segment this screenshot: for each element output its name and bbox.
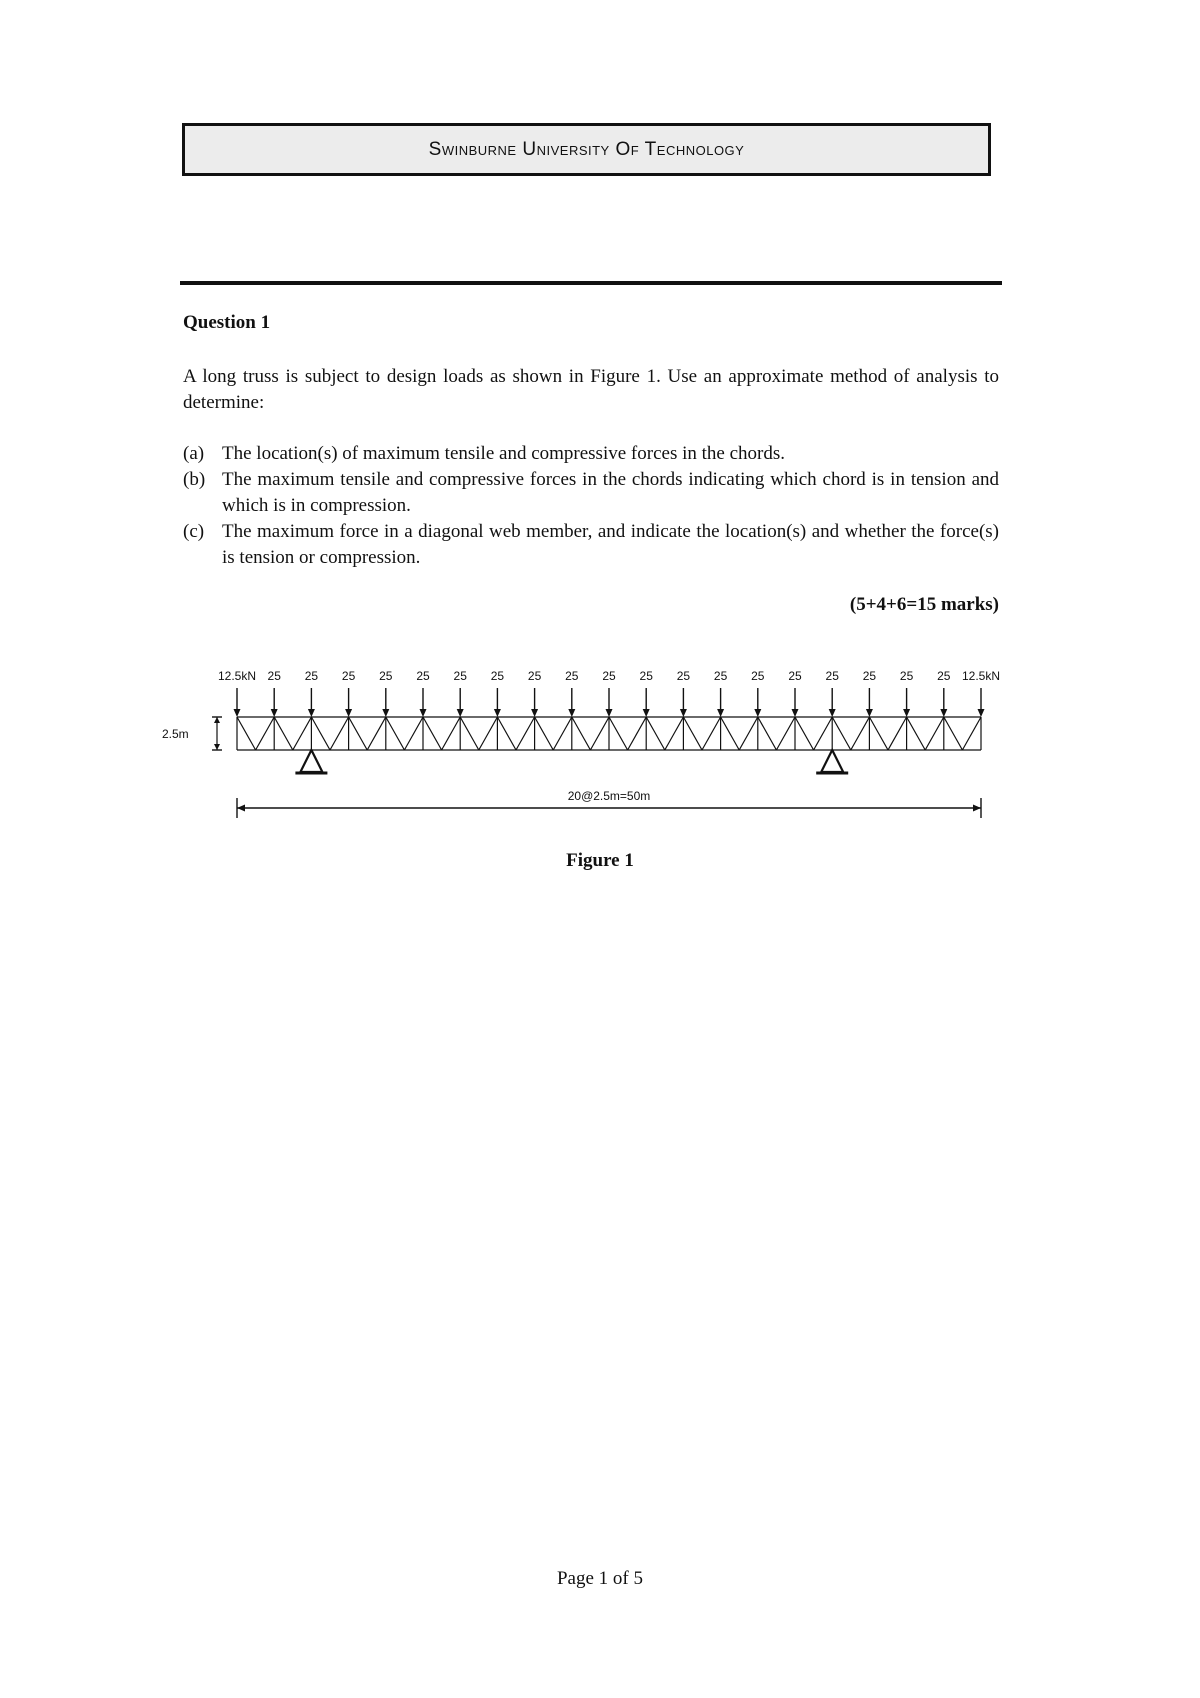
load-label: 25 xyxy=(676,669,691,683)
truss-figure xyxy=(160,650,1040,825)
diagonal-member xyxy=(944,717,963,750)
load-label: 25 xyxy=(304,669,319,683)
load-arrow-head xyxy=(382,709,389,717)
part-label: (a) xyxy=(183,443,205,464)
question-part-b xyxy=(183,467,999,519)
diagonal-member xyxy=(851,717,870,750)
diagonal-member xyxy=(814,717,833,750)
diagonal-member xyxy=(590,717,609,750)
load-arrow-head xyxy=(271,709,278,717)
figure-caption: Figure 1 xyxy=(566,850,634,871)
load-arrow-head xyxy=(903,709,910,717)
page-number: Page 1 of 5 xyxy=(556,1568,643,1589)
question-intro: A long truss is subject to design loads as shown in Figure 1. Use an approximate method of analysis to determine: xyxy=(183,366,999,413)
diagonal-member xyxy=(330,717,349,750)
diagonal-member xyxy=(665,717,684,750)
diagonal-member xyxy=(646,717,665,750)
diagonal-member xyxy=(869,717,888,750)
load-label: 25 xyxy=(713,669,728,683)
load-label: 25 xyxy=(527,669,542,683)
load-label: 25 xyxy=(565,669,579,683)
load-label: 25 xyxy=(751,669,765,683)
load-arrow-head xyxy=(978,709,985,717)
load-arrow-head xyxy=(866,709,873,717)
diagonal-member xyxy=(442,717,461,750)
part-text: The location(s) of maximum tensile and compressive forces in the chords. xyxy=(222,443,785,464)
diagonal-member xyxy=(367,717,386,750)
diagonal-member xyxy=(795,717,814,750)
load-label: 25 xyxy=(862,669,877,683)
load-label: 12.5kN xyxy=(217,669,257,683)
height-arrowhead xyxy=(214,717,220,723)
question-parts xyxy=(183,441,999,571)
span-arrowhead xyxy=(973,805,981,812)
diagonal-member xyxy=(683,717,702,750)
load-arrow-head xyxy=(457,709,464,717)
load-label: 25 xyxy=(267,669,281,683)
load-label: 25 xyxy=(416,669,430,683)
diagonal-member xyxy=(962,717,981,750)
load-arrow-head xyxy=(494,709,501,717)
diagonal-member xyxy=(776,717,795,750)
diagonal-member xyxy=(404,717,423,750)
diagonal-member xyxy=(293,717,312,750)
load-arrow-head xyxy=(568,709,575,717)
load-arrow-head xyxy=(531,709,538,717)
diagonal-member xyxy=(907,717,926,750)
diagonal-member xyxy=(925,717,944,750)
load-arrow-head xyxy=(680,709,687,717)
load-arrow-head xyxy=(940,709,947,717)
diagonal-member xyxy=(237,717,256,750)
diagonal-member xyxy=(535,717,554,750)
diagonal-member xyxy=(758,717,777,750)
diagonal-member xyxy=(609,717,628,750)
marks-allocation: (5+4+6=15 marks) xyxy=(849,594,999,615)
load-arrow-head xyxy=(643,709,650,717)
part-label: (c) xyxy=(183,521,205,542)
question-title: Question 1 xyxy=(183,312,271,333)
load-label: 25 xyxy=(899,669,914,683)
support-triangle xyxy=(821,750,843,772)
diagonal-member xyxy=(256,717,275,750)
load-arrow-head xyxy=(420,709,427,717)
load-arrow-head xyxy=(606,709,613,717)
diagonal-member xyxy=(702,717,721,750)
load-arrow-head xyxy=(717,709,724,717)
diagonal-member xyxy=(721,717,740,750)
load-label: 25 xyxy=(453,669,467,683)
diagonal-member xyxy=(497,717,516,750)
question-part-a xyxy=(183,441,999,467)
load-label: 25 xyxy=(825,669,839,683)
diagonal-member xyxy=(888,717,907,750)
load-arrow-head xyxy=(829,709,836,717)
load-arrow-head xyxy=(792,709,799,717)
load-label: 25 xyxy=(937,669,951,683)
diagonal-member xyxy=(274,717,293,750)
part-label: (b) xyxy=(183,469,206,490)
institution-name: Swinburne University Of Technology xyxy=(428,138,745,160)
load-arrow-head xyxy=(308,709,315,717)
load-label: 25 xyxy=(341,669,356,683)
diagonal-member xyxy=(516,717,535,750)
load-label: 25 xyxy=(490,669,505,683)
diagonal-member xyxy=(460,717,479,750)
truss-diagram xyxy=(160,650,1040,820)
load-arrow-head xyxy=(345,709,352,717)
part-text: The maximum tensile and compressive forces in the chords indicating which chord is in tension and which is in compression. xyxy=(222,469,999,516)
span-label: 20@2.5m=50m xyxy=(567,789,651,803)
horizontal-rule xyxy=(180,281,1002,285)
span-arrowhead xyxy=(237,805,245,812)
load-label: 12.5kN xyxy=(961,669,1001,683)
institution-header xyxy=(182,123,991,176)
height-arrowhead xyxy=(214,744,220,750)
question-part-c xyxy=(183,519,999,571)
diagonal-member xyxy=(423,717,442,750)
load-label: 25 xyxy=(379,669,393,683)
diagonal-member xyxy=(553,717,572,750)
load-label: 25 xyxy=(639,669,653,683)
load-label: 25 xyxy=(788,669,802,683)
support-triangle xyxy=(300,750,322,772)
diagonal-member xyxy=(628,717,647,750)
diagonal-member xyxy=(479,717,498,750)
part-text: The maximum force in a diagonal web member, and indicate the location(s) and whether the force(s) is tension or compression. xyxy=(222,521,999,568)
height-label: 2.5m xyxy=(162,727,189,741)
diagonal-member xyxy=(311,717,330,750)
diagonal-member xyxy=(832,717,851,750)
load-label: 25 xyxy=(602,669,616,683)
diagonal-member xyxy=(739,717,758,750)
load-arrow-head xyxy=(754,709,761,717)
diagonal-member xyxy=(349,717,368,750)
diagonal-member xyxy=(386,717,405,750)
diagonal-member xyxy=(572,717,591,750)
load-arrow-head xyxy=(234,709,241,717)
